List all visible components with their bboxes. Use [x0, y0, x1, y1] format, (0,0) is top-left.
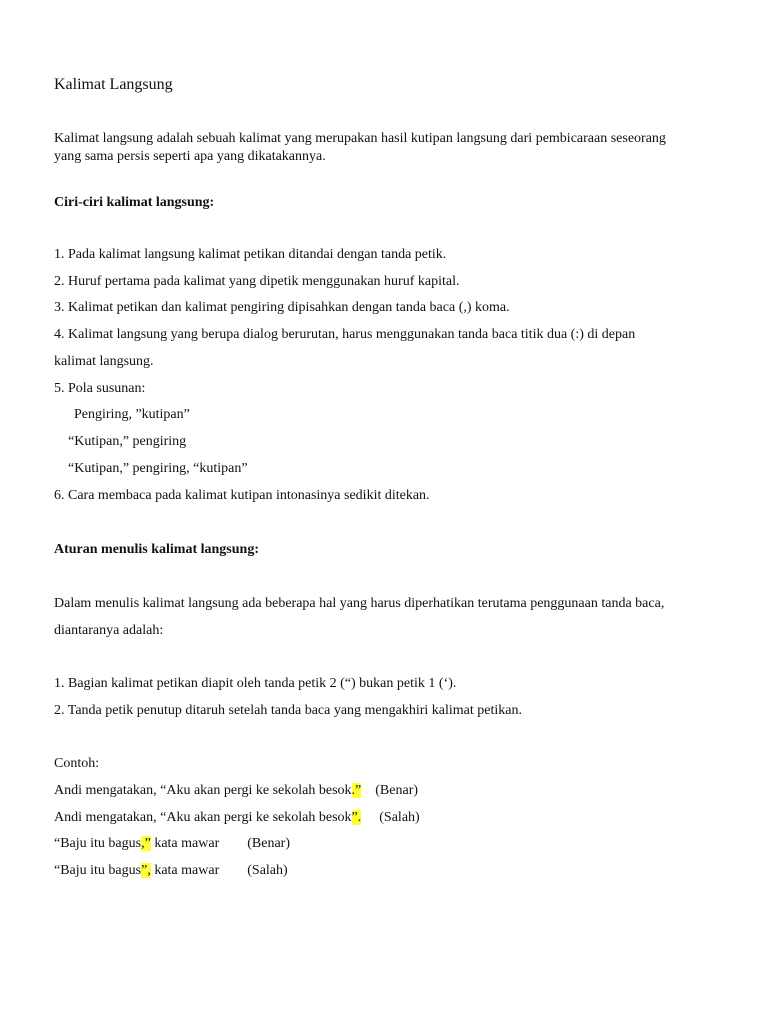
- example-row: [54, 782, 418, 800]
- aturan-item-2: 2. Tanda petik penutup ditaruh setelah tanda baca yang mengakhiri kalimat petikan.: [54, 703, 522, 718]
- pola-line-1: Pengiring, ”kutipan”: [74, 407, 190, 422]
- example-text: “Baju itu bagus: [54, 863, 142, 878]
- pola-line-2: “Kutipan,” pengiring: [68, 434, 187, 449]
- ciri-item-4-cont: kalimat langsung.: [54, 354, 154, 369]
- ciri-item-1: 1. Pada kalimat langsung kalimat petikan ditandai dengan tanda petik.: [54, 247, 447, 262]
- example-verdict: (Salah): [379, 810, 420, 825]
- example-highlight: ,”: [141, 836, 151, 851]
- ciri-item-6: 6. Cara membaca pada kalimat kutipan intonasinya sedikit ditekan.: [54, 488, 430, 503]
- example-highlight: .”: [351, 783, 362, 798]
- example-row: [54, 862, 288, 880]
- example-verdict: (Benar): [375, 783, 419, 798]
- example-text-after: kata mawar: [150, 836, 220, 851]
- example-highlight: ”.: [351, 810, 362, 825]
- ciri-heading: Ciri-ciri kalimat langsung:: [54, 195, 215, 210]
- example-row: [54, 809, 420, 827]
- aturan-intro-1: Dalam menulis kalimat langsung ada beberapa hal yang harus diperhatikan terutama penggunaan tanda baca,: [54, 596, 665, 611]
- aturan-intro-2: diantaranya adalah:: [54, 623, 164, 638]
- example-row: [54, 835, 290, 853]
- example-highlight: ”,: [141, 863, 151, 878]
- example-verdict: (Salah): [247, 863, 288, 878]
- ciri-item-3: 3. Kalimat petikan dan kalimat pengiring dipisahkan dengan tanda baca (,) koma.: [54, 300, 510, 315]
- contoh-label: Contoh:: [54, 756, 100, 771]
- aturan-heading: Aturan menulis kalimat langsung:: [54, 542, 259, 557]
- aturan-item-1: 1. Bagian kalimat petikan diapit oleh tanda petik 2 (“) bukan petik 1 (‘).: [54, 676, 457, 691]
- ciri-item-2: 2. Huruf pertama pada kalimat yang dipetik menggunakan huruf kapital.: [54, 274, 460, 289]
- intro-line-1: Kalimat langsung adalah sebuah kalimat yang merupakan hasil kutipan langsung dari pembicaraan seseorang: [54, 131, 666, 146]
- example-text: Andi mengatakan, “Aku akan pergi ke sekolah besok: [54, 810, 352, 825]
- pola-line-3: “Kutipan,” pengiring, “kutipan”: [68, 461, 248, 476]
- ciri-item-5: 5. Pola susunan:: [54, 381, 146, 396]
- example-text-after: kata mawar: [150, 863, 220, 878]
- example-verdict: (Benar): [247, 836, 291, 851]
- ciri-item-4: 4. Kalimat langsung yang berupa dialog berurutan, harus menggunakan tanda baca titik dua (:) di depan: [54, 327, 636, 342]
- document-title: Kalimat Langsung: [54, 76, 173, 93]
- example-text: Andi mengatakan, “Aku akan pergi ke sekolah besok: [54, 783, 352, 798]
- example-text: “Baju itu bagus: [54, 836, 142, 851]
- intro-line-2: yang sama persis seperti apa yang dikatakannya.: [54, 149, 326, 164]
